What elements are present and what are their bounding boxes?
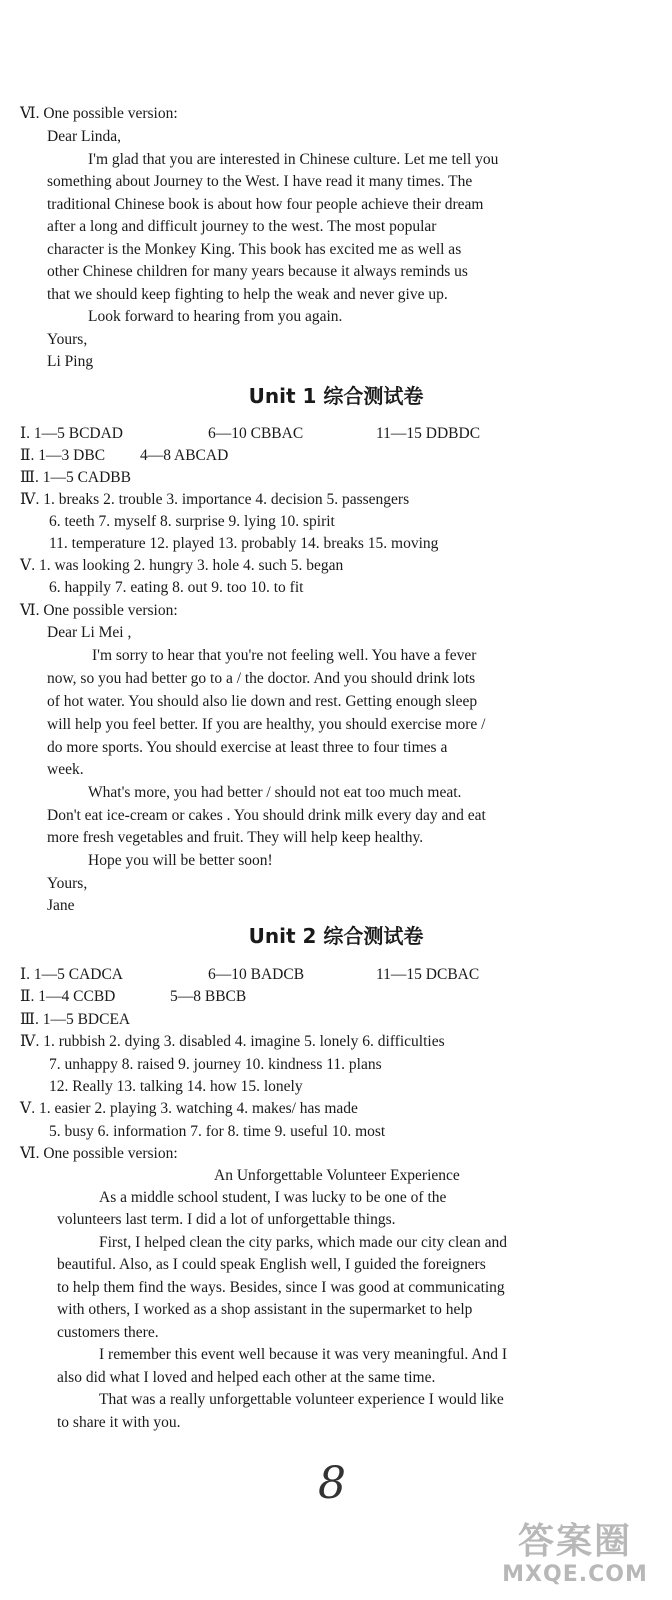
section-heading: Ⅵ. One possible version:	[20, 602, 178, 619]
answer-group: 4—8 ABCAD	[140, 447, 229, 464]
essay-line: to help them find the ways. Besides, since I was good at communicating	[57, 1279, 505, 1296]
letter-closing: Yours,	[47, 875, 88, 892]
answer-group: Ⅲ. 1—5 BDCEA	[20, 1011, 131, 1028]
answer-line: 6. happily 7. eating 8. out 9. too 10. to fit	[49, 579, 304, 596]
answer-line: 12. Really 13. talking 14. how 15. lonely	[49, 1078, 303, 1095]
letter-line: after a long and difficult journey to the west. The most popular	[47, 218, 437, 235]
answer-group: 6—10 CBBAC	[208, 425, 304, 442]
answer-group: Ⅰ. 1—5 CADCA	[20, 966, 124, 983]
answer-line: 7. unhappy 8. raised 9. journey 10. kindness 11. plans	[49, 1056, 382, 1073]
letter-line: will help you feel better. If you are healthy, you should exercise more /	[47, 716, 486, 733]
letter-line: something about Journey to the West. I have read it many times. The	[47, 173, 473, 190]
answer-group: 6—10 BADCB	[208, 966, 305, 983]
essay-line: to share it with you.	[57, 1414, 181, 1431]
section-heading: Ⅵ. One possible version:	[20, 1145, 178, 1162]
essay-line: volunteers last term. I did a lot of unforgettable things.	[57, 1211, 396, 1228]
essay-title: An Unforgettable Volunteer Experience	[214, 1167, 460, 1184]
letter-line: of hot water. You should also lie down and rest. Getting enough sleep	[47, 693, 478, 710]
watermark-logo	[486, 1522, 664, 1594]
letter-line-text: I'm glad that you are interested in Chinese culture. Let me tell you	[88, 151, 499, 168]
answer-group: 5—8 BBCB	[170, 988, 247, 1005]
letter-line: do more sports. You should exercise at least three to four times a	[47, 739, 448, 756]
essay-line: I remember this event well because it was very meaningful. And I	[99, 1346, 508, 1363]
letter-line: What's more, you had better / should not eat too much meat.	[88, 784, 462, 801]
letter-line: Don't eat ice-cream or cakes . You should drink milk every day and eat	[47, 807, 486, 824]
page-number: 8	[318, 1458, 346, 1509]
answer-group: Ⅲ. 1—5 CADBB	[20, 469, 131, 486]
essay-line: with others, I worked as a shop assistant in the supermarket to help	[57, 1301, 473, 1318]
letter-line: I'm sorry to hear that you're not feeling well. You have a fever	[92, 647, 477, 664]
letter-signature: Li Ping	[47, 353, 94, 370]
essay-line: First, I helped clean the city parks, which made our city clean and	[99, 1234, 508, 1251]
letter-line: now, so you had better go to a / the doctor. And you should drink lots	[47, 670, 476, 687]
answer-group: Ⅱ. 1—3 DBC	[20, 447, 106, 464]
essay-line: customers there.	[57, 1324, 159, 1341]
answer-line: Ⅴ. 1. easier 2. playing 3. watching 4. makes/ has made	[20, 1100, 358, 1117]
answer-line: Ⅳ. 1. breaks 2. trouble 3. importance 4. decision 5. passengers	[20, 491, 410, 508]
letter-closing: Yours,	[47, 331, 88, 348]
essay-line: That was a really unforgettable volunteer experience I would like	[99, 1391, 504, 1408]
watermark-text-bottom: MXQE.COM	[502, 1562, 648, 1587]
letter-line	[88, 150, 620, 170]
letter-line: character is the Monkey King. This book has excited me as well as	[47, 241, 462, 258]
letter-greeting: Dear Li Mei ,	[47, 624, 132, 641]
unit1-title: Unit 1 综合测试卷	[248, 384, 424, 408]
letter-line: that we should keep fighting to help the weak and never give up.	[47, 286, 448, 303]
watermark-text-top: 答案圈	[517, 1521, 632, 1562]
answer-group: 11—15 DDBDC	[376, 425, 481, 442]
letter-signature: Jane	[47, 897, 75, 914]
essay-line: beautiful. Also, as I could speak English well, I guided the foreigners	[57, 1256, 486, 1273]
answer-line: Ⅳ. 1. rubbish 2. dying 3. disabled 4. imagine 5. lonely 6. difficulties	[20, 1033, 445, 1050]
answer-line: 5. busy 6. information 7. for 8. time 9. useful 10. most	[49, 1123, 386, 1140]
answer-line: Ⅴ. 1. was looking 2. hungry 3. hole 4. such 5. began	[20, 557, 344, 574]
unit2-title: Unit 2 综合测试卷	[248, 924, 424, 948]
essay-line: As a middle school student, I was lucky to be one of the	[99, 1189, 447, 1206]
answer-line: 6. teeth 7. myself 8. surprise 9. lying 10. spirit	[49, 513, 335, 530]
letter-line: other Chinese children for many years because it always reminds us	[47, 263, 468, 280]
letter-line: Hope you will be better soon!	[88, 852, 273, 869]
section-heading: Ⅵ. One possible version:	[20, 105, 178, 122]
letter-line: more fresh vegetables and fruit. They will help keep healthy.	[47, 829, 424, 846]
answer-group: Ⅱ. 1—4 CCBD	[20, 988, 116, 1005]
letter-line: traditional Chinese book is about how four people achieve their dream	[47, 196, 484, 213]
letter-greeting: Dear Linda,	[47, 128, 122, 145]
letter-line: week.	[47, 761, 84, 778]
essay-line: also did what I loved and helped each other at the same time.	[57, 1369, 436, 1386]
answer-group: 11—15 DCBAC	[376, 966, 480, 983]
answer-group: Ⅰ. 1—5 BCDAD	[20, 425, 124, 442]
answer-line: 11. temperature 12. played 13. probably 14. breaks 15. moving	[49, 535, 439, 552]
letter-line: Look forward to hearing from you again.	[88, 308, 343, 325]
